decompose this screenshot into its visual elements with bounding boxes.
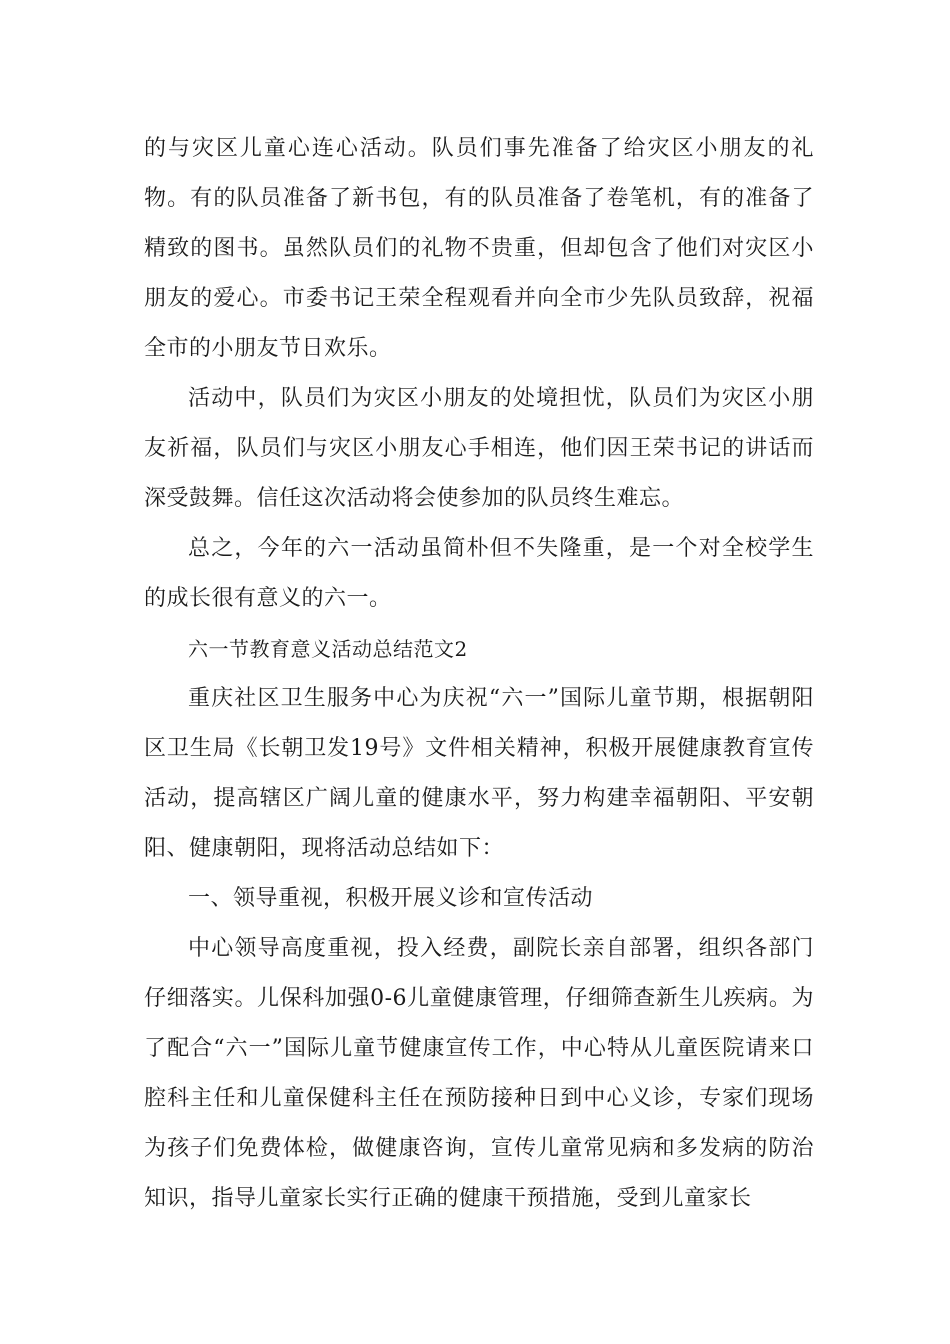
paragraph-clinic: 中心领导高度重视，投入经费，副院长亲自部署，组织各部门仔细落实。儿保科加强0-6儿童健康管理，仔细筛查新生儿疾病。为了配合“六一”国际儿童节健康宣传工作，中心特从儿童医院请来口腔科主任和儿童保健科主任在预防接种日到中心义诊，专家们现场为孩子们免费体检，做健康咨询，宣传儿童常见病和多发病的防治知识，指导儿童家长实行正确的健康干预措施，受到儿童家长 xyxy=(144,936,814,1211)
section-heading-1: 一、领导重视，积极开展义诊和宣传活动 xyxy=(188,886,594,911)
document-body xyxy=(144,124,814,1224)
section-title-sample-2: 六一节教育意义活动总结范文2 xyxy=(188,637,468,661)
paragraph-intro: 重庆社区卫生服务中心为庆祝“六一”国际儿童节期，根据朝阳区卫生局《长朝卫发19号》文件相关精神，积极开展健康教育宣传活动，提高辖区广阔儿童的健康水平，努力构建幸福朝阳、平安朝阳、健康朝阳，现将活动总结如下： xyxy=(144,686,814,861)
paragraph-summary: 总之，今年的六一活动虽简朴但不失隆重，是一个对全校学生的成长很有意义的六一。 xyxy=(144,536,814,611)
paragraph-activity: 活动中，队员们为灾区小朋友的处境担忧，队员们为灾区小朋友祈福，队员们与灾区小朋友心手相连，他们因王荣书记的讲话而深受鼓舞。信任这次活动将会使参加的队员终生难忘。 xyxy=(144,386,814,511)
paragraph-gifts: 的与灾区儿童心连心活动。队员们事先准备了给灾区小朋友的礼物。有的队员准备了新书包，有的队员准备了卷笔机，有的准备了精致的图书。虽然队员们的礼物不贵重，但却包含了他们对灾区小朋友的爱心。市委书记王荣全程观看并向全市少先队员致辞，祝福全市的小朋友节日欢乐。 xyxy=(144,136,814,361)
